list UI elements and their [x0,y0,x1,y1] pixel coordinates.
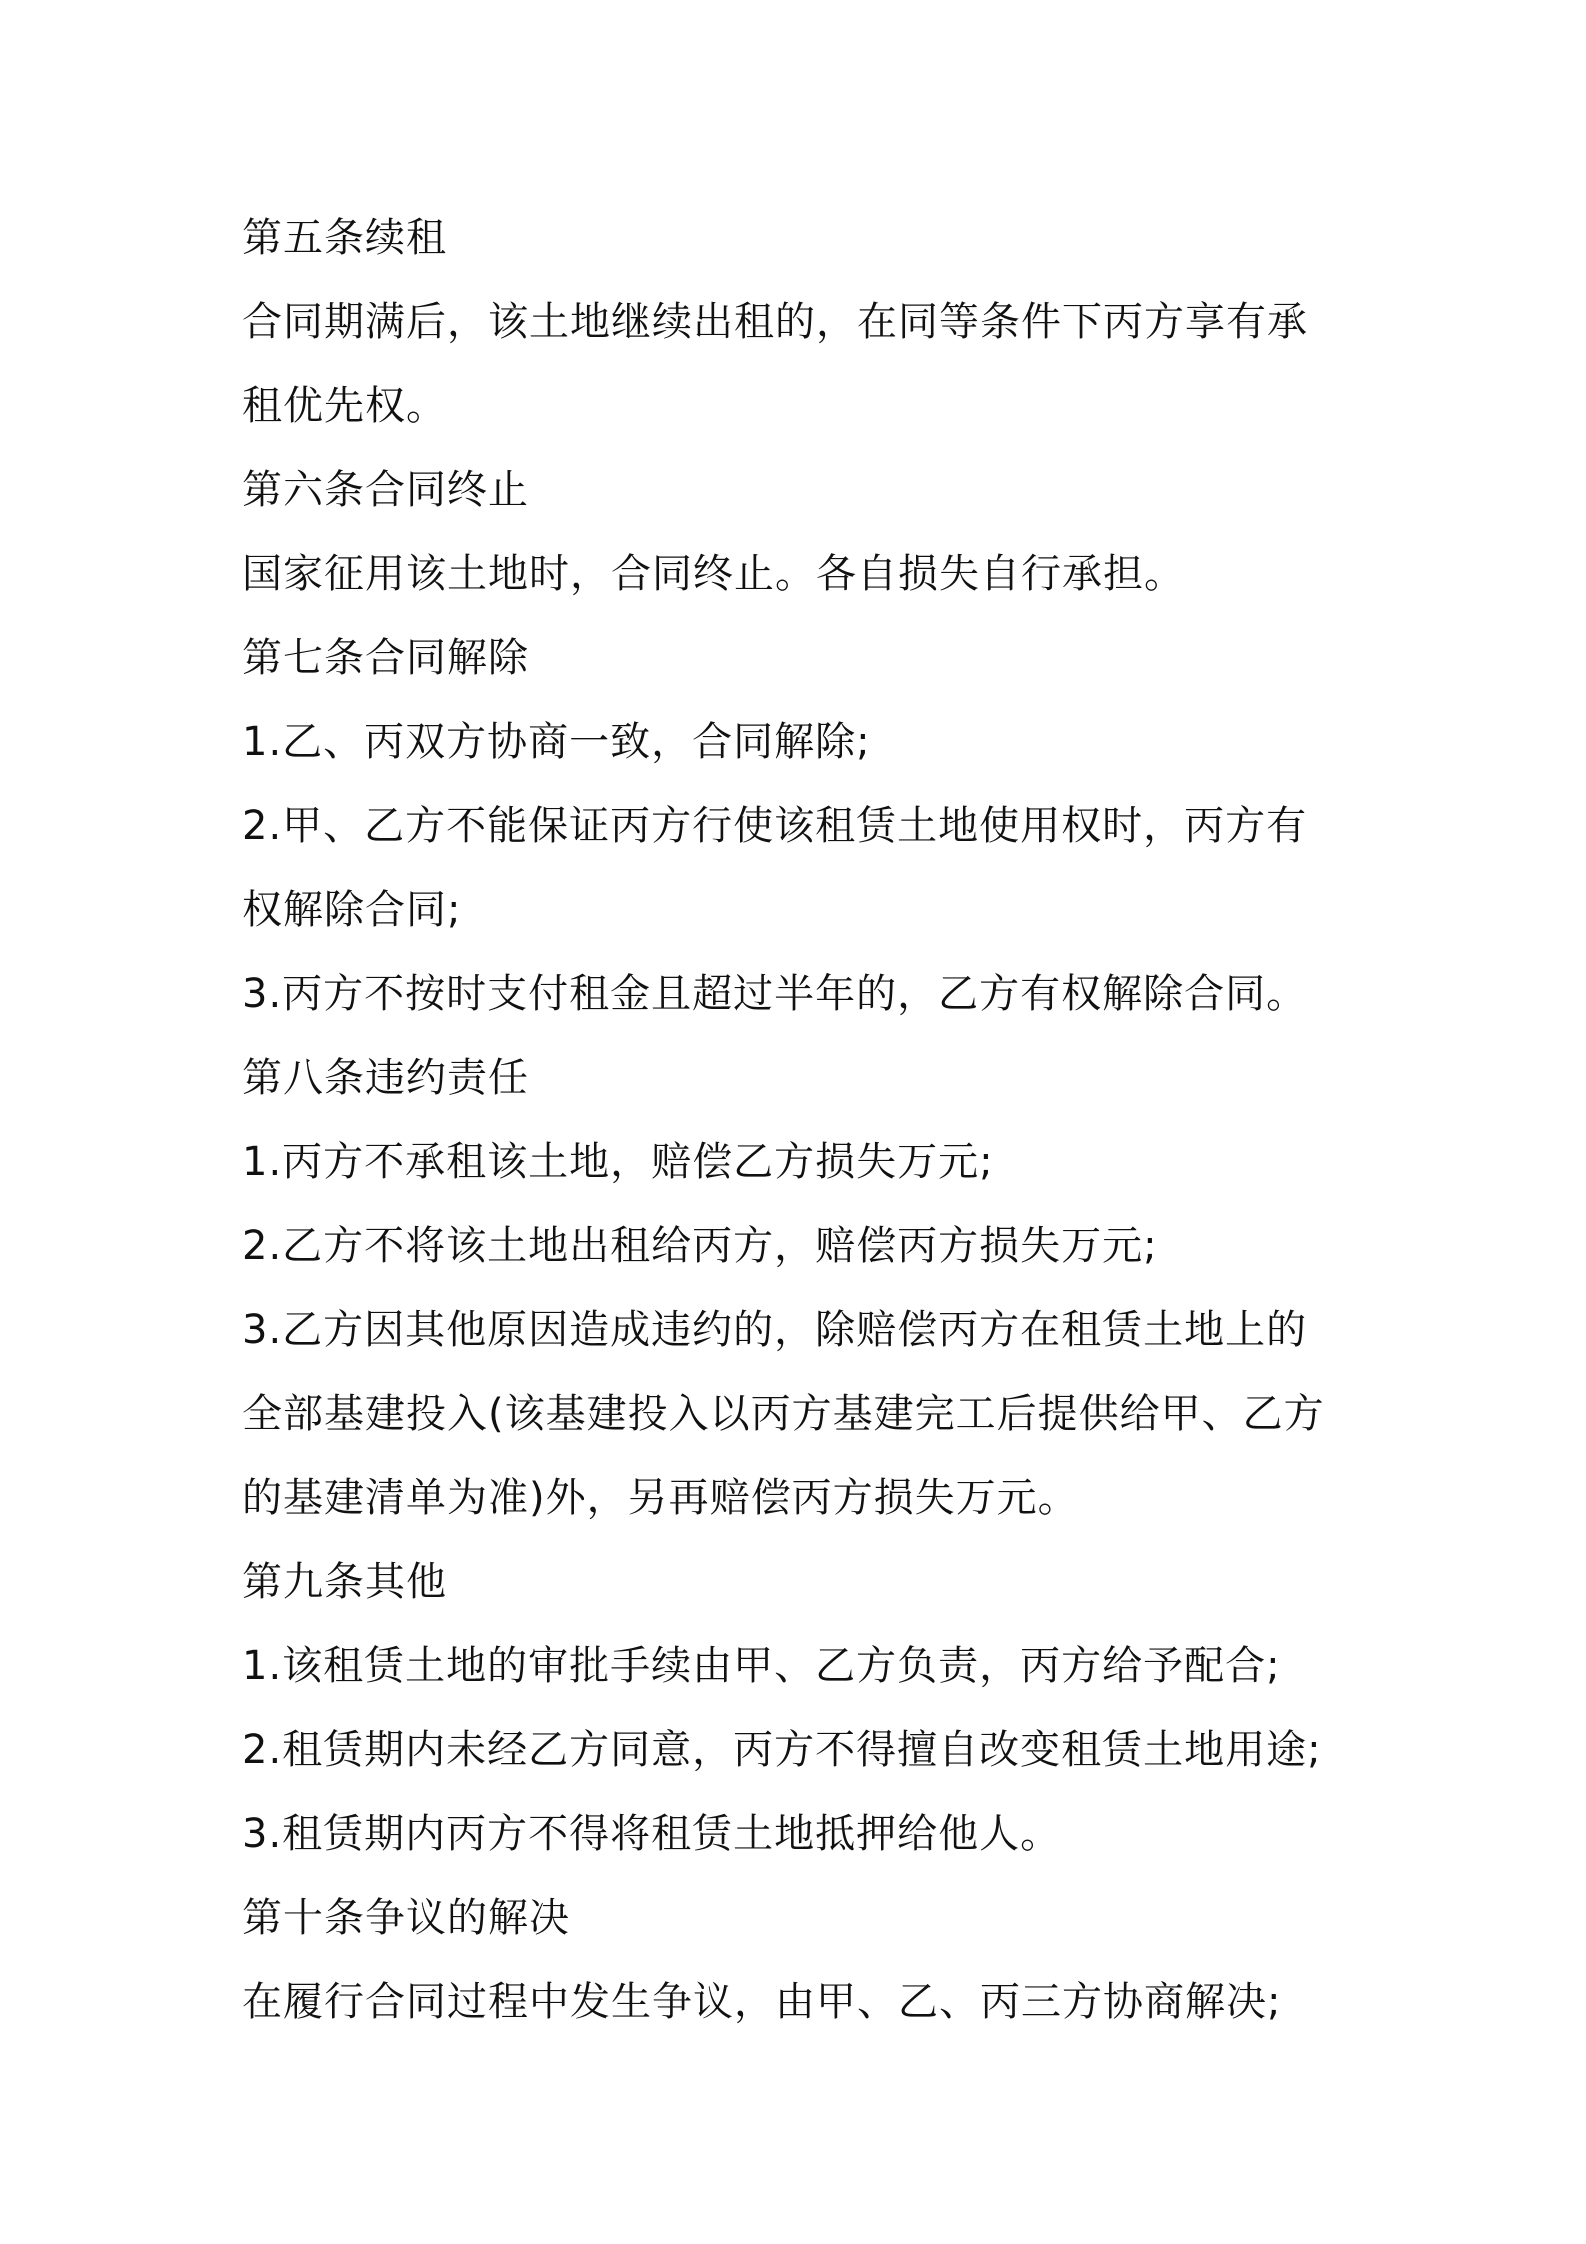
article-9-item-1: 1.该租赁土地的审批手续由甲、乙方负责，丙方给予配合; [242,1643,1281,1689]
article-7-item-2-line-2: 权解除合同; [242,887,462,933]
article-9-item-3: 3.租赁期内丙方不得将租赁土地抵押给他人。 [242,1811,1062,1857]
article-7-item-1: 1.乙、丙双方协商一致，合同解除; [242,719,871,765]
article-8-item-1: 1.丙方不承租该土地，赔偿乙方损失万元; [242,1139,994,1185]
article-8-heading: 第八条违约责任 [242,1055,529,1101]
article-8-item-3-line-3: 的基建清单为准)外，另再赔偿丙方损失万元。 [242,1475,1079,1521]
article-9-item-2: 2.租赁期内未经乙方同意，丙方不得擅自改变租赁土地用途; [242,1727,1322,1773]
article-7-heading: 第七条合同解除 [242,635,529,681]
document-body [242,196,1362,2044]
article-8-item-2: 2.乙方不将该土地出租给丙方，赔偿丙方损失万元; [242,1223,1158,1269]
article-5-text-line-2: 租优先权。 [242,383,447,429]
article-10-heading: 第十条争议的解决 [242,1895,570,1941]
article-10-text: 在履行合同过程中发生争议，由甲、乙、丙三方协商解决; [242,1979,1282,2025]
article-7-item-2-line-1: 2.甲、乙方不能保证丙方行使该租赁土地使用权时，丙方有 [242,803,1308,849]
article-8-item-3-line-1: 3.乙方因其他原因造成违约的，除赔偿丙方在租赁土地上的 [242,1307,1308,1353]
article-9-heading: 第九条其他 [242,1559,447,1605]
article-6-text: 国家征用该土地时，合同终止。各自损失自行承担。 [242,551,1185,597]
article-7-item-3: 3.丙方不按时支付租金且超过半年的，乙方有权解除合同。 [242,971,1308,1017]
article-5-heading: 第五条续租 [242,215,447,261]
article-8-item-3-line-2: 全部基建投入(该基建投入以丙方基建完工后提供给甲、乙方 [242,1391,1325,1437]
article-6-heading: 第六条合同终止 [242,467,529,513]
article-5-text-line-1: 合同期满后，该土地继续出租的，在同等条件下丙方享有承 [242,299,1308,345]
